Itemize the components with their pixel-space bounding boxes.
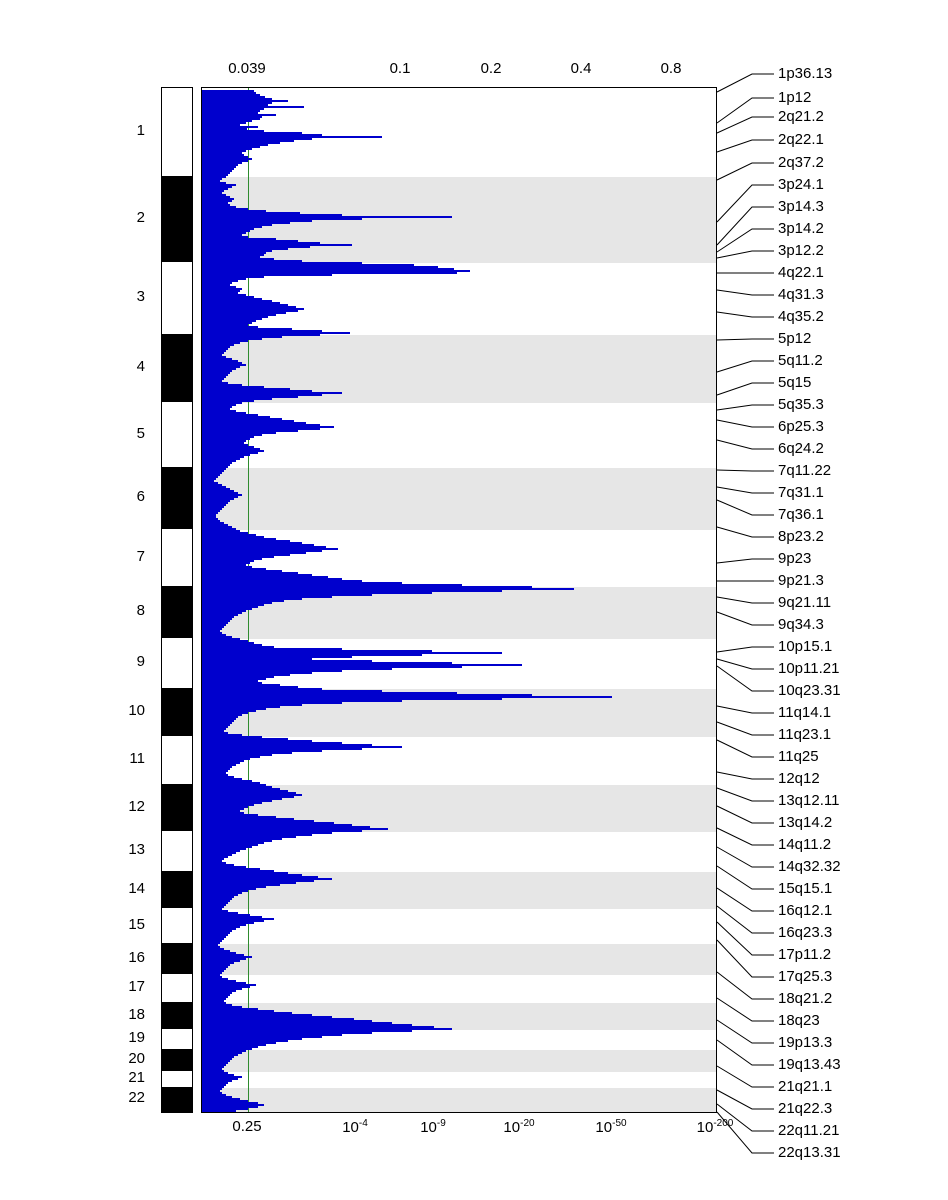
chromosome-ideogram bbox=[161, 87, 193, 1113]
peak-label[interactable]: 5q15 bbox=[778, 374, 812, 391]
cytoband-block bbox=[162, 262, 192, 334]
chromosome-label: 9 bbox=[136, 653, 145, 670]
chromosome-label: 4 bbox=[136, 358, 145, 375]
peak-label[interactable]: 10p11.21 bbox=[778, 660, 840, 677]
chromosome-label: 8 bbox=[136, 602, 145, 619]
cytoband-block bbox=[162, 402, 192, 467]
chromosome-label: 11 bbox=[129, 750, 145, 767]
chromosome-label: 3 bbox=[136, 288, 145, 305]
peak-label[interactable]: 18q23 bbox=[778, 1012, 820, 1029]
leader-line bbox=[717, 847, 774, 867]
peak-label[interactable]: 5q11.2 bbox=[778, 352, 823, 369]
peak-label[interactable]: 3p24.1 bbox=[778, 176, 824, 193]
leader-line bbox=[717, 74, 774, 92]
peak-label[interactable]: 19q13.43 bbox=[778, 1056, 841, 1073]
leader-line bbox=[717, 527, 774, 537]
top-axis-tick: 0.4 bbox=[570, 60, 592, 77]
leader-line bbox=[717, 706, 774, 713]
bottom-axis-tick: $10^{-20}$ bbox=[503, 1118, 535, 1136]
peak-label[interactable]: 3p14.2 bbox=[778, 220, 824, 237]
cytoband-block bbox=[162, 638, 192, 688]
chromosome-band bbox=[202, 1088, 716, 1112]
cytoband-block bbox=[162, 831, 192, 871]
leader-line bbox=[717, 140, 774, 152]
leader-line bbox=[717, 828, 774, 845]
peak-label[interactable]: 9p21.3 bbox=[778, 572, 824, 589]
peak-label[interactable]: 6p25.3 bbox=[778, 418, 824, 435]
leader-line bbox=[717, 888, 774, 911]
leader-line bbox=[717, 500, 774, 515]
leader-line bbox=[717, 1112, 774, 1153]
peak-label[interactable]: 1p12 bbox=[778, 89, 812, 106]
leader-line bbox=[717, 98, 774, 123]
peak-label[interactable]: 10q23.31 bbox=[778, 682, 841, 699]
cytoband-block bbox=[162, 1087, 192, 1112]
leader-line bbox=[717, 612, 774, 625]
leader-line bbox=[717, 906, 774, 933]
leader-line bbox=[717, 312, 774, 317]
chromosome-band bbox=[202, 944, 716, 975]
peak-label[interactable]: 7q36.1 bbox=[778, 506, 824, 523]
chromosome-label: 2 bbox=[136, 209, 145, 226]
chromosome-label: 22 bbox=[128, 1089, 145, 1106]
peak-label[interactable]: 11q23.1 bbox=[778, 726, 832, 743]
peak-label[interactable]: 13q14.2 bbox=[778, 814, 833, 831]
chromosome-band bbox=[202, 468, 716, 530]
curve-segment bbox=[202, 1110, 236, 1112]
leader-line bbox=[717, 666, 774, 691]
peak-label[interactable]: 2q22.1 bbox=[778, 131, 824, 148]
leader-line bbox=[717, 487, 774, 493]
peak-label[interactable]: 15q15.1 bbox=[778, 880, 833, 897]
leader-line bbox=[717, 1020, 774, 1043]
peak-label[interactable]: 10p15.1 bbox=[778, 638, 833, 655]
leader-line bbox=[717, 806, 774, 823]
chromosome-label: 15 bbox=[128, 915, 145, 933]
cytoband-block bbox=[162, 176, 192, 262]
peak-label[interactable]: 14q11.2 bbox=[778, 836, 832, 853]
leader-line bbox=[717, 405, 774, 410]
chromosome-label: 6 bbox=[136, 488, 145, 505]
leader-line bbox=[717, 772, 774, 779]
chromosome-label: 14 bbox=[128, 879, 145, 897]
leader-line bbox=[717, 361, 774, 372]
cytoband-block bbox=[162, 943, 192, 974]
peak-label[interactable]: 17q25.3 bbox=[778, 968, 833, 985]
cytoband-block bbox=[162, 871, 192, 908]
peak-label[interactable]: 11q25 bbox=[778, 748, 819, 765]
leader-line bbox=[717, 972, 774, 999]
leader-line bbox=[717, 185, 774, 222]
chromosome-label: 7 bbox=[136, 547, 145, 565]
top-axis-tick: 0.1 bbox=[389, 60, 411, 77]
leader-line bbox=[717, 922, 774, 955]
peak-label[interactable]: 4q31.3 bbox=[778, 286, 824, 303]
chromosome-label: 20 bbox=[128, 1050, 145, 1067]
cytoband-block bbox=[162, 467, 192, 529]
leader-line bbox=[717, 1040, 774, 1065]
cytoband-block bbox=[162, 529, 192, 586]
leader-line bbox=[717, 1066, 774, 1087]
cytoband-block bbox=[162, 688, 192, 736]
peak-label[interactable]: 16q23.3 bbox=[778, 924, 833, 941]
leader-line bbox=[717, 440, 774, 449]
peak-label[interactable]: 5p12 bbox=[778, 330, 812, 347]
bottom-axis-tick: $10^{-9}$ bbox=[420, 1118, 446, 1136]
chromosome-band bbox=[202, 1050, 716, 1072]
chromosome-label: 18 bbox=[128, 1005, 145, 1023]
cytoband-block bbox=[162, 1049, 192, 1071]
cytoband-block bbox=[162, 736, 192, 784]
leader-line bbox=[717, 470, 774, 471]
cytoband-block bbox=[162, 334, 192, 402]
leader-line bbox=[717, 1104, 774, 1131]
chromosome-label: 13 bbox=[128, 841, 145, 858]
peak-label[interactable]: 4q35.2 bbox=[778, 308, 824, 325]
leader-line bbox=[717, 940, 774, 977]
peak-label[interactable]: 9p23 bbox=[778, 550, 812, 567]
top-axis-tick: 0.2 bbox=[480, 60, 502, 77]
cytoband-block bbox=[162, 1071, 192, 1087]
peak-label[interactable]: 14q32.32 bbox=[778, 858, 841, 875]
cytoband-block bbox=[162, 1002, 192, 1029]
peak-label[interactable]: 4q22.1 bbox=[778, 264, 824, 281]
chromosome-label: 16 bbox=[128, 948, 145, 966]
peak-label[interactable]: 8p23.2 bbox=[778, 528, 824, 545]
leader-line bbox=[717, 1090, 774, 1109]
plot-area[interactable] bbox=[201, 87, 717, 1113]
leader-line bbox=[717, 597, 774, 603]
cytoband-block bbox=[162, 586, 192, 638]
leader-line bbox=[717, 998, 774, 1021]
peak-label[interactable]: 11q14.1 bbox=[778, 704, 832, 721]
peak-label[interactable]: 16q12.1 bbox=[778, 902, 833, 919]
leader-line bbox=[717, 229, 774, 252]
peak-label[interactable]: 7q11.22 bbox=[778, 462, 832, 479]
peak-label[interactable]: 12q12 bbox=[778, 770, 820, 787]
leader-line bbox=[717, 740, 774, 757]
chromosome-label: 1 bbox=[136, 122, 145, 139]
cytoband-block bbox=[162, 908, 192, 943]
leader-line bbox=[717, 383, 774, 395]
leader-line bbox=[717, 251, 774, 258]
leader-line bbox=[717, 722, 774, 735]
peak-label[interactable]: 7q31.1 bbox=[778, 484, 824, 501]
bottom-axis-tick: $10^{-4}$ bbox=[342, 1118, 368, 1136]
cytoband-block bbox=[162, 88, 192, 176]
leader-line bbox=[717, 866, 774, 889]
leader-line bbox=[717, 339, 774, 340]
peak-label[interactable]: 13q12.11 bbox=[778, 792, 840, 809]
leader-line bbox=[717, 117, 774, 133]
peak-label[interactable]: 22q11.21 bbox=[778, 1122, 840, 1139]
chromosome-label: 12 bbox=[128, 797, 145, 815]
peak-label[interactable]: 21q22.3 bbox=[778, 1100, 833, 1117]
bottom-axis-tick: $10^{-200}$ bbox=[696, 1118, 734, 1136]
leader-line bbox=[717, 420, 774, 427]
chromosome-label: 21 bbox=[128, 1069, 145, 1086]
peak-label[interactable]: 5q35.3 bbox=[778, 396, 824, 413]
peak-label[interactable]: 6q24.2 bbox=[778, 440, 824, 457]
peak-label[interactable]: 22q13.31 bbox=[778, 1144, 841, 1161]
peak-label[interactable]: 3p12.2 bbox=[778, 242, 824, 259]
chromosome-label: 10 bbox=[128, 702, 145, 719]
cytoband-block bbox=[162, 1029, 192, 1049]
peak-label[interactable]: 17p11.2 bbox=[778, 946, 832, 963]
cytoband-block bbox=[162, 784, 192, 831]
peak-label[interactable]: 2q21.2 bbox=[778, 108, 824, 125]
top-axis-tick: 0.039 bbox=[228, 60, 266, 77]
peak-label[interactable]: 21q21.1 bbox=[778, 1078, 833, 1095]
top-axis-tick: 0.8 bbox=[660, 60, 682, 77]
peak-label[interactable]: 19p13.3 bbox=[778, 1034, 833, 1051]
bottom-axis-tick: $10^{-50}$ bbox=[595, 1118, 627, 1136]
peak-label[interactable]: 1p36.13 bbox=[778, 65, 833, 82]
leader-line bbox=[717, 163, 774, 180]
leader-line bbox=[717, 559, 774, 563]
peak-label[interactable]: 2q37.2 bbox=[778, 154, 824, 171]
peak-label[interactable]: 9q21.11 bbox=[778, 594, 832, 611]
leader-line bbox=[717, 659, 774, 669]
peak-label[interactable]: 3p14.3 bbox=[778, 198, 824, 215]
cytoband-block bbox=[162, 974, 192, 1002]
peak-label[interactable]: 9q34.3 bbox=[778, 616, 824, 633]
leader-line bbox=[717, 788, 774, 801]
peak-label[interactable]: 18q21.2 bbox=[778, 990, 833, 1007]
leader-line bbox=[717, 290, 774, 295]
chromosome-label: 19 bbox=[128, 1029, 145, 1046]
bottom-axis-tick: 0.25 bbox=[232, 1118, 262, 1135]
chromosome-label: 5 bbox=[136, 424, 145, 442]
leader-line bbox=[717, 647, 774, 652]
chromosome-label: 17 bbox=[128, 978, 145, 995]
